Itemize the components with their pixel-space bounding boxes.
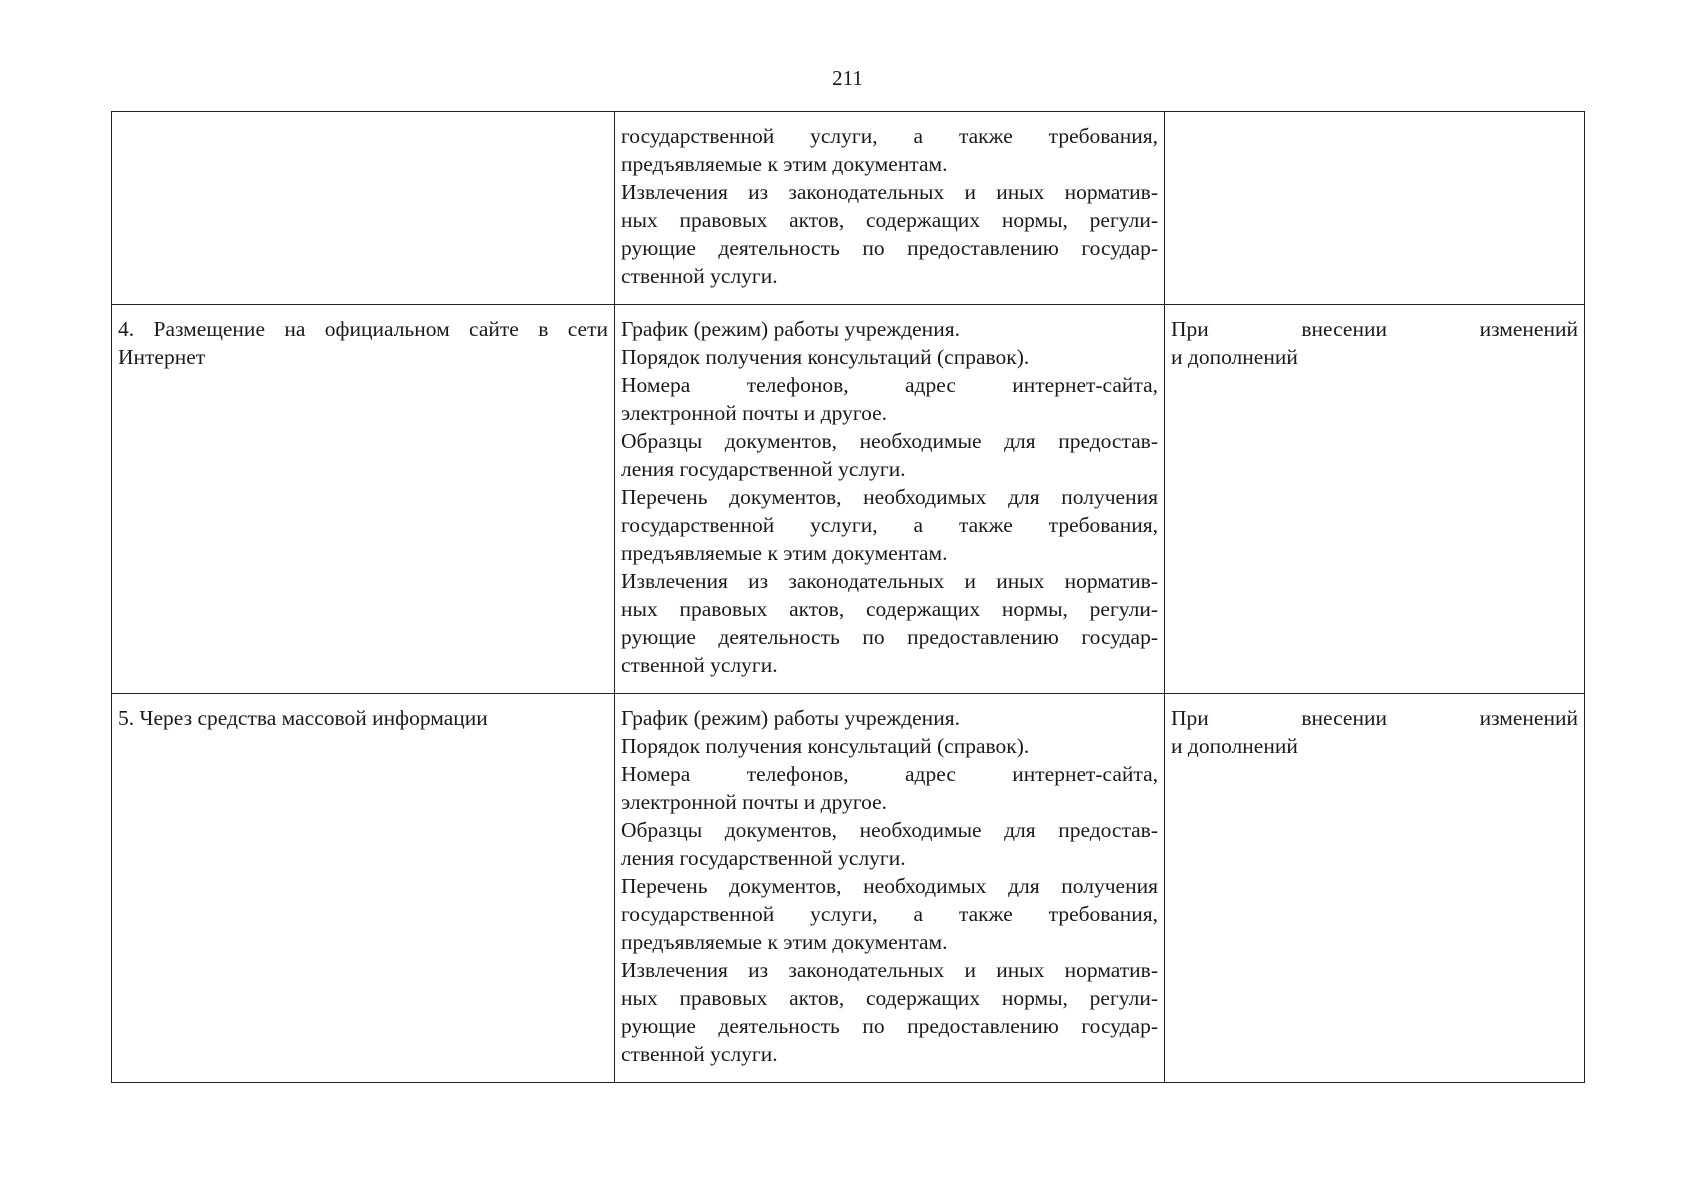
text-line: Образцы документов, необходимые для предостав- <box>621 818 1158 842</box>
text-line: Порядок получения консультаций (справок). <box>621 345 1030 369</box>
text-line: рующие деятельность по предоставлению государ- <box>621 236 1158 260</box>
text-line: ления государственной услуги. <box>621 846 906 870</box>
text-line: и дополнений <box>1171 734 1298 758</box>
text-line: Интернет <box>118 345 206 369</box>
text-line: 5. Через средства массовой информации <box>118 706 488 730</box>
text-line: ственной услуги. <box>621 653 778 677</box>
text-line: ных правовых актов, содержащих нормы, регули- <box>621 208 1158 232</box>
text-line: и дополнений <box>1171 345 1298 369</box>
cell-frequency <box>1165 305 1585 694</box>
text-line: Перечень документов, необходимых для получения <box>621 485 1158 509</box>
cell-method <box>112 112 615 305</box>
text-line: ных правовых актов, содержащих нормы, регули- <box>621 986 1158 1010</box>
cell-method <box>112 694 615 1083</box>
text-line: ления государственной услуги. <box>621 457 906 481</box>
text-line: Извлечения из законодательных и иных норматив- <box>621 569 1158 593</box>
text-line: Перечень документов, необходимых для получения <box>621 874 1158 898</box>
text-line: государственной услуги, а также требования, <box>621 513 1158 537</box>
cell-method <box>112 305 615 694</box>
cell-frequency <box>1165 112 1585 305</box>
text-line: Извлечения из законодательных и иных норматив- <box>621 958 1158 982</box>
text-line: Номера телефонов, адрес интернет-сайта, <box>621 373 1158 397</box>
text-line: При внесении изменений <box>1171 317 1578 341</box>
services-table <box>111 111 1585 1083</box>
text-line: рующие деятельность по предоставлению государ- <box>621 625 1158 649</box>
cell-content <box>615 694 1165 1083</box>
table-row <box>112 112 1585 305</box>
text-line: При внесении изменений <box>1171 706 1578 730</box>
text-line: 4. Размещение на официальном сайте в сети <box>118 317 608 341</box>
text-line: электронной почты и другое. <box>621 790 888 814</box>
cell-content <box>615 305 1165 694</box>
table-row <box>112 694 1585 1083</box>
text-line: Извлечения из законодательных и иных норматив- <box>621 180 1158 204</box>
page-number: 211 <box>832 66 863 90</box>
cell-frequency <box>1165 694 1585 1083</box>
text-line: государственной услуги, а также требования, <box>621 902 1158 926</box>
text-line: рующие деятельность по предоставлению государ- <box>621 1014 1158 1038</box>
text-line: ственной услуги. <box>621 264 778 288</box>
text-line: предъявляемые к этим документам. <box>621 541 948 565</box>
text-line: Образцы документов, необходимые для предостав- <box>621 429 1158 453</box>
text-line: ственной услуги. <box>621 1042 778 1066</box>
text-line: Номера телефонов, адрес интернет-сайта, <box>621 762 1158 786</box>
text-line: предъявляемые к этим документам. <box>621 152 948 176</box>
text-line: График (режим) работы учреждения. <box>621 317 960 341</box>
cell-content <box>615 112 1165 305</box>
text-line: ных правовых актов, содержащих нормы, регули- <box>621 597 1158 621</box>
text-line: электронной почты и другое. <box>621 401 888 425</box>
text-line: Порядок получения консультаций (справок). <box>621 734 1030 758</box>
text-line: График (режим) работы учреждения. <box>621 706 960 730</box>
text-line: государственной услуги, а также требования, <box>621 124 1158 148</box>
text-line: предъявляемые к этим документам. <box>621 930 948 954</box>
table-row <box>112 305 1585 694</box>
